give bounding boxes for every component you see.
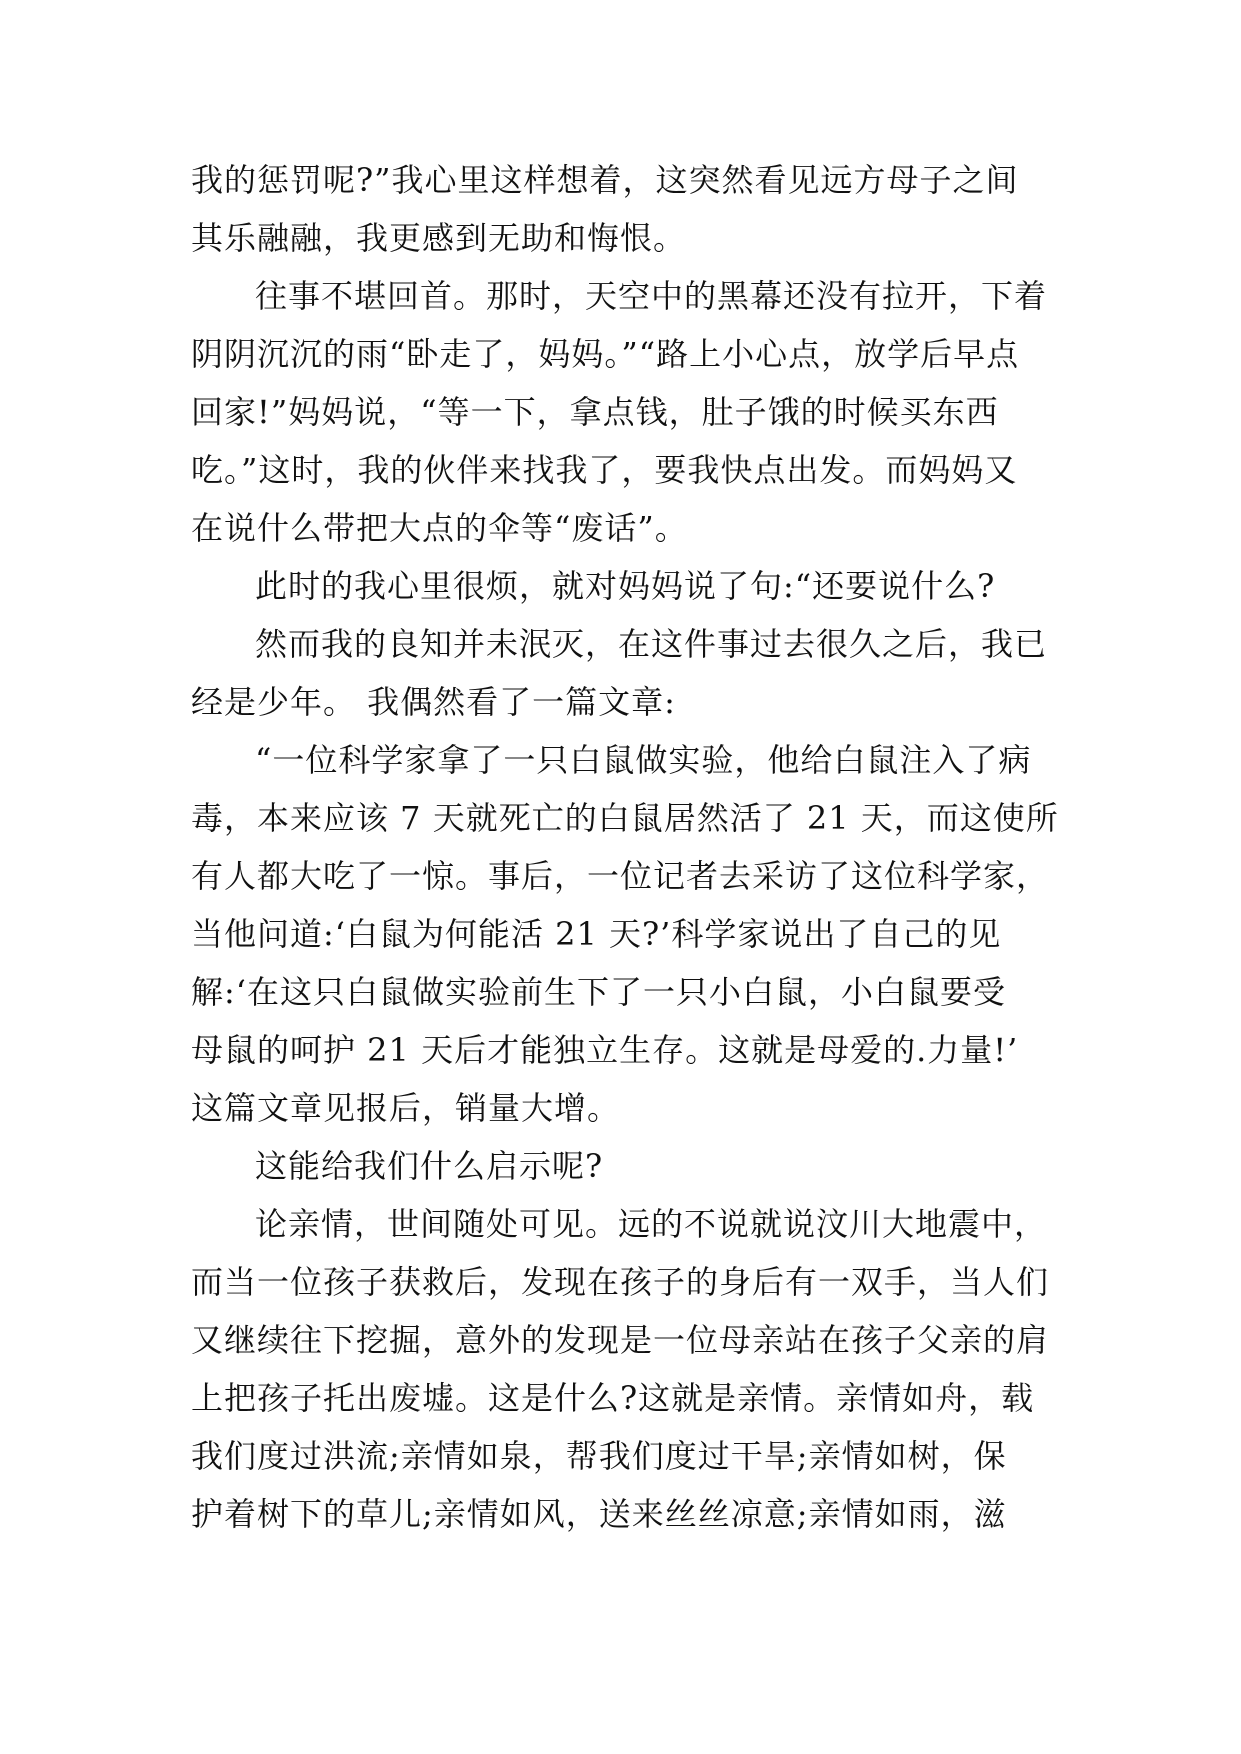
text-line: 当他问道:‘白鼠为何能活 21 天?’科学家说出了自己的见 [191,915,1002,953]
text-line: 母鼠的呵护 21 天后才能独立生存。这就是母爱的.力量!’ [191,1031,1019,1069]
text-line: 阴阴沉沉的雨“卧走了，妈妈。”“路上小心点，放学后早点 [191,335,1020,373]
text-line: 解:‘在这只白鼠做实验前生下了一只小白鼠，小白鼠要受 [191,973,1006,1011]
text-line: 在说什么带把大点的伞等“废话”。 [191,509,688,547]
text-line: 上把孩子托出废墟。这是什么?这就是亲情。亲情如舟，载 [191,1379,1035,1417]
text-line: 此时的我心里很烦，就对妈妈说了句:“还要说什么? [255,567,996,605]
text-line: 经是少年。 我偶然看了一篇文章: [191,683,676,721]
text-line: 毒，本来应该 7 天就死亡的白鼠居然活了 21 天，而这使所 [191,799,1059,837]
text-line: 吃。”这时，我的伙伴来找我了，要我快点出发。而妈妈又 [191,451,1018,489]
text-line: 我们度过洪流;亲情如泉，帮我们度过干旱;亲情如树，保 [191,1437,1007,1475]
text-line: 论亲情，世间随处可见。远的不说就说汶川大地震中， [255,1205,1048,1243]
text-line: 护着树下的草儿;亲情如风，送来丝丝凉意;亲情如雨，滋 [191,1495,1007,1533]
text-line: 又继续往下挖掘，意外的发现是一位母亲站在孩子父亲的肩 [191,1321,1050,1359]
text-line: 有人都大吃了一惊。事后，一位记者去采访了这位科学家， [191,857,1050,895]
text-line: 我的惩罚呢?”我心里这样想着，这突然看见远方母子之间 [191,161,1019,199]
text-line: 回家!”妈妈说，“等一下，拿点钱，肚子饿的时候买东西 [191,393,999,431]
text-line: 而当一位孩子获救后，发现在孩子的身后有一双手，当人们 [191,1263,1050,1301]
text-line: 然而我的良知并未泯灭，在这件事过去很久之后，我已 [255,625,1048,663]
text-line: 这篇文章见报后，销量大增。 [191,1089,621,1127]
text-line: 往事不堪回首。那时，天空中的黑幕还没有拉开，下着 [255,277,1048,315]
text-line: 这能给我们什么启示呢? [255,1147,604,1185]
text-line: “一位科学家拿了一只白鼠做实验，他给白鼠注入了病 [255,741,1032,779]
text-line: 其乐融融，我更感到无助和悔恨。 [191,219,687,257]
